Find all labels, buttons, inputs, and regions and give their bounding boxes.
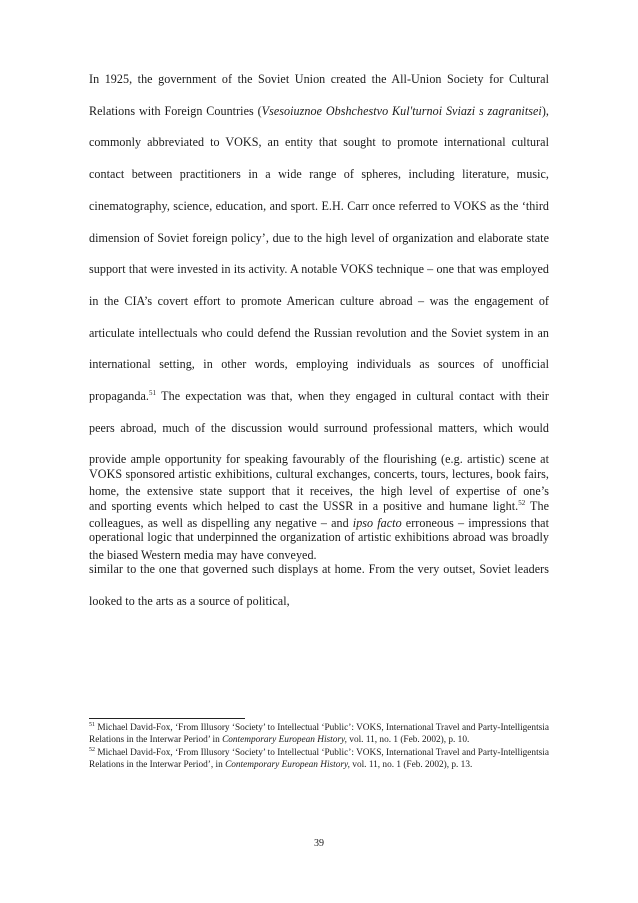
paragraph-text: The operational logic that underpinned the organization of artistic exhibitions abroad was broadly similar to the one that governed such displays at home. From the very outset, Soviet leaders looked to the arts as a source of political, <box>89 498 549 608</box>
footnote-reference-51[interactable]: 51 <box>149 389 157 397</box>
paragraph-text: The expectation was that, when they engaged in cultural contact with their peers abroad, much of the discussion would surround professional matters, which would provide ample opportunity for speaking favourably of the flourishing (e.g. artistic) scene at home, the extensive state support that it receives, the high level of expertise of one’s colleagues, as well as dispelling any negative – and <box>89 389 549 530</box>
footnote-number: 51 <box>89 721 95 728</box>
paragraph-italic-text: ipso facto <box>352 515 402 530</box>
paragraph-text: VOKS sponsored artistic exhibitions, cultural exchanges, concerts, tours, lectures, book fairs, and sporting events which helped to cast the USSR in a positive and humane light. <box>89 467 549 513</box>
footnote-journal-title: Contemporary European History, <box>222 735 347 746</box>
paragraph-text: In 1925, the government of the Soviet Union created the All-Union Society for Cultural Relations with Foreign Countries ( <box>89 72 549 118</box>
footnote-separator <box>89 718 245 719</box>
footnote-text: Michael David-Fox, ‘From Illusory ‘Society’ to Intellectual ‘Public’: VOKS, International Travel and Party-Intelligentsia Relations in the Interwar Period’, in <box>89 747 549 771</box>
body-paragraph-2 <box>89 459 549 618</box>
footnote-citation-tail: vol. 11, no. 1 (Feb. 2002), p. 10. <box>346 735 470 746</box>
paragraph-text: erroneous – impressions that the biased Western media may have conveyed. <box>89 515 549 562</box>
paragraph-text: ), commonly abbreviated to VOKS, an entity that sought to promote international cultural contact between practitioners in a wide range of spheres, including literature, music, cinematography, science, education, and sport. E.H. Carr once referred to VOKS as the ‘third dimension of Soviet foreign policy’, due to the high level of organization and elaborate state support that were invested in its activity. A notable VOKS technique – one that was employed in the CIA’s covert effort to promote American culture abroad – was the engagement of articulate intellectuals who could defend the Russian revolution and the Soviet system in an international setting, in other words, employing individuals as sources of unofficial propaganda. <box>89 103 549 404</box>
page-number: 39 <box>314 838 324 849</box>
footnote-journal-title: Contemporary European History, <box>225 760 350 771</box>
footnote-52 <box>89 747 549 772</box>
paragraph-italic-text: Vsesoiuznoe Obshchestvo Kul'turnoi Sviazi s zagranitsei <box>261 103 542 118</box>
footnote-text: Michael David-Fox, ‘From Illusory ‘Society’ to Intellectual ‘Public’: VOKS, International Travel and Party-Intelligentsia Relations in the Interwar Period’ in <box>89 723 549 746</box>
footnote-reference-52[interactable]: 52 <box>518 498 526 507</box>
footnote-number: 52 <box>89 746 95 753</box>
footnotes <box>89 722 549 772</box>
footnote-51 <box>89 722 549 747</box>
footnote-citation-tail: vol. 11, no. 1 (Feb. 2002), p. 13. <box>349 760 473 771</box>
